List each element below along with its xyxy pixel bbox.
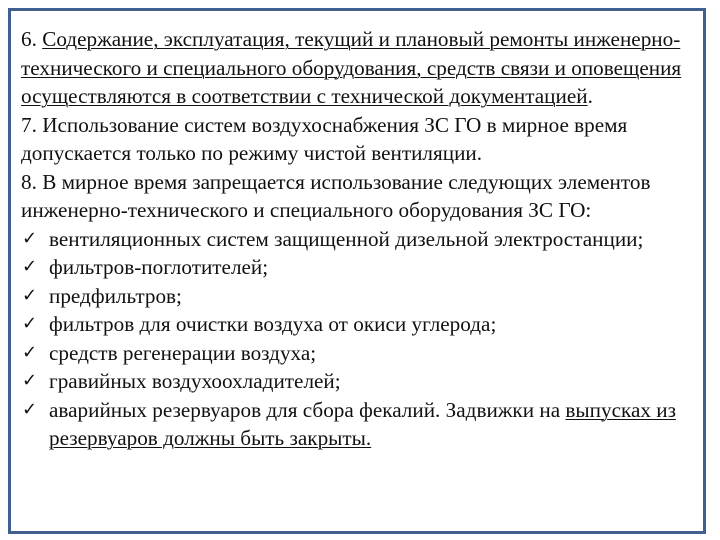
list-item: [21, 339, 706, 368]
list-item: [21, 253, 706, 282]
checkmark-icon: ✓: [22, 370, 38, 391]
item-6-end: .: [587, 84, 593, 108]
list-item-text: фильтров для очистки воздуха от окиси углерода;: [49, 312, 497, 336]
list-item-text: гравийных воздухоохладителей;: [49, 369, 341, 393]
checkmark-icon: ✓: [22, 284, 38, 306]
list-item-text: вентиляционных систем защищенной дизельной электростанции;: [49, 226, 644, 251]
document-body: [21, 25, 706, 453]
last-item-underlined-text: выпусках из резервуаров должны быть закрыты.: [49, 397, 676, 450]
list-item-text: фильтров-поглотителей;: [49, 255, 269, 279]
prohibited-elements-list: [21, 225, 706, 453]
item-6-number: 6.: [21, 27, 43, 51]
list-item: [21, 367, 706, 396]
list-item-text: предфильтров;: [49, 283, 182, 308]
paragraph-item-6: [21, 25, 706, 111]
list-item: [21, 282, 706, 311]
list-item: [21, 310, 706, 339]
paragraph-item-7: 7. Использование систем воздухоснабжения ЗС ГО в мирное время допускается только по режиму чистой вентиляции.: [21, 112, 628, 165]
checkmark-icon: ✓: [22, 313, 38, 334]
list-item-last: [21, 396, 706, 453]
paragraph-item-8: 8. В мирное время запрещается использование следующих элементов инженерно-технического и специального оборудования ЗС ГО:: [21, 169, 651, 222]
checkmark-icon: ✓: [22, 256, 38, 277]
list-item: [21, 225, 706, 254]
checkmark-icon: ✓: [22, 398, 38, 420]
list-item-text: средств регенерации воздуха;: [49, 340, 317, 365]
last-item-text: аварийных резервуаров для сбора фекалий. Задвижки на: [49, 397, 566, 422]
slide-frame: [8, 8, 706, 534]
item-6-underlined-text: Содержание, эксплуатация, текущий и плановый ремонты инженерно-технического и специального оборудования, средств связи и оповещения осуществляются в соответствии с технической документацией: [21, 27, 682, 108]
checkmark-icon: ✓: [22, 227, 38, 249]
checkmark-icon: ✓: [22, 341, 38, 363]
